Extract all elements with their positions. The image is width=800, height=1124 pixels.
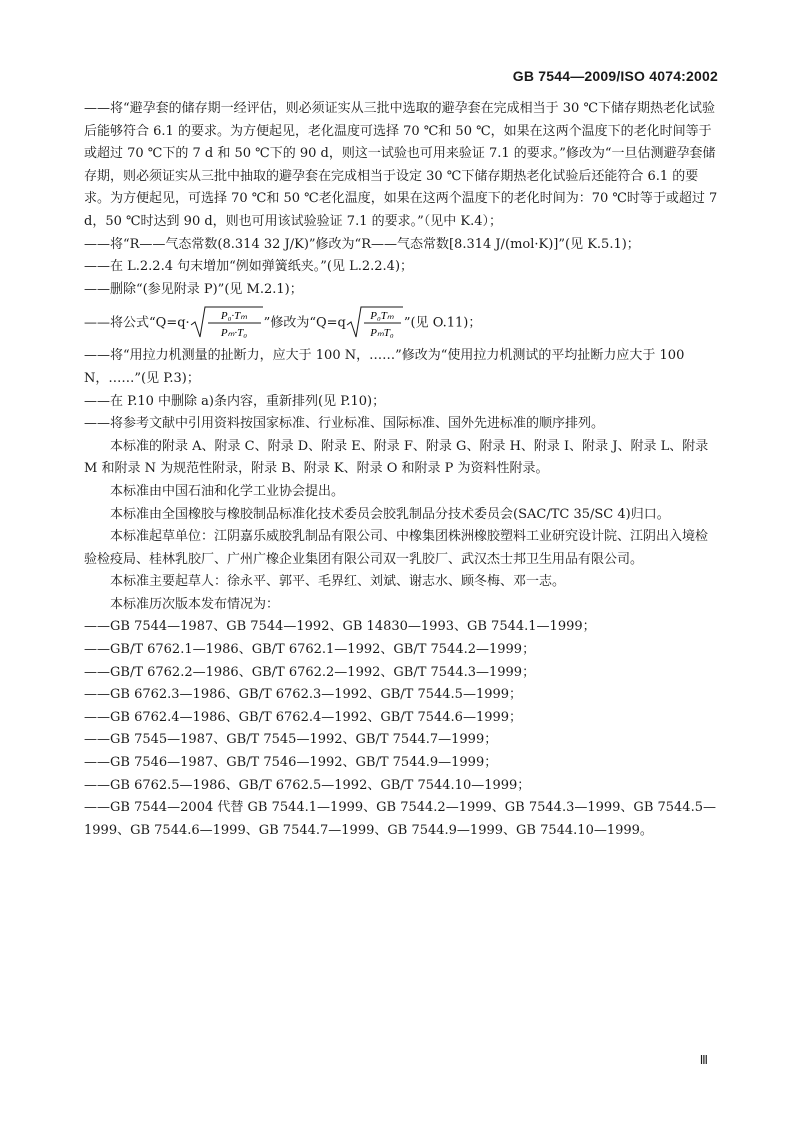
committee-paragraph: 本标准由全国橡胶与橡胶制品标准化技术委员会胶乳制品分技术委员会(SAC/TC 35/SC 4)归口。: [110, 506, 670, 522]
formula-new-sqrt: [346, 305, 404, 341]
change-item: ——将参考文献中引用资料按国家标准、行业标准、国际标准、国外先进标准的顺序排列。: [84, 416, 605, 432]
formula-change-item: [84, 305, 720, 341]
history-item: ——GB 7544—1987、GB 7544—1992、GB 14830—1993、GB 7544.1—1999；: [84, 619, 596, 635]
drafters-paragraph: 本标准主要起草人：徐永平、郭平、毛界红、刘斌、谢志水、顾冬梅、邓一志。: [110, 574, 566, 590]
drafting-units-paragraph: 本标准起草单位：江阴嘉乐威胶乳制品有限公司、中橡集团株洲橡胶塑料工业研究设计院、江阴出入境检验检疫局、桂林乳胶厂、广州广橡企业集团有限公司双一乳胶厂、武汉杰士邦卫生用品有限公司。: [84, 529, 709, 567]
formula-old-sqrt: [190, 305, 264, 341]
formula-middle: ”修改为“: [263, 315, 316, 331]
change-item: ——删除“(参见附录 P)”(见 M.2.1)；: [84, 281, 303, 297]
history-item: ——GB 7545—1987、GB/T 7545—1992、GB/T 7544.7—1999；: [84, 732, 498, 748]
formula-old-denominator: Pₘ·T₀: [220, 327, 247, 340]
history-item: ——GB 7546—1987、GB/T 7546—1992、GB/T 7544.9—1999；: [84, 755, 498, 771]
formula-old-numerator: P₀·Tₘ: [220, 310, 247, 323]
history-item: ——GB/T 6762.1—1986、GB/T 6762.1—1992、GB/T 7544.2—1999；: [84, 642, 536, 658]
change-item: ——将“避孕套的储存期一经评估，则必须证实从三批中选取的避孕套在完成相当于 30 ℃下储存期热老化试验后能够符合 6.1 的要求。为方便起见，老化温度可选择 70 ℃和 50 ℃，如果在这两个温度下的老化时间等于或超过 70 ℃下的 7 d 和 50 ℃下的 90 d，则这一试验也可用来验证 7.1 的要求。”修改为“一旦估测避孕套储存期，则必须证实从三批中抽取的避孕套在完成相当于设定 30 ℃下储存期热老化试验后还能符合 6.1 的要求。为方便起见，可选择 70 ℃和 50 ℃老化温度，如果在这两个温度下的老化时间为：70 ℃时等于或超过 7 d，50 ℃时达到 90 d，则也可用该试验验证 7.1 的要求。”（见中 K.4）；: [84, 101, 718, 229]
history-item: ——GB 6762.3—1986、GB/T 6762.3—1992、GB/T 7544.5—1999；: [84, 687, 523, 703]
history-item: ——GB/T 6762.2—1986、GB/T 6762.2—1992、GB/T 7544.3—1999；: [84, 664, 536, 680]
history-item: ——GB 6762.5—1986、GB/T 6762.5—1992、GB/T 7544.10—1999；: [84, 777, 531, 793]
change-item: ——将“用拉力机测量的扯断力，应大于 100 N，……”修改为“使用拉力机测试的平均扯断力应大于 100 N，……”(见 P.3)；: [84, 348, 685, 386]
proposer-paragraph: 本标准由中国石油和化学工业协会提出。: [110, 483, 345, 499]
change-item: ——在 P.10 中删除 a)条内容，重新排列(见 P.10)；: [84, 393, 386, 409]
change-item: ——在 L.2.2.4 句末增加“例如弹簧纸夹。”(见 L.2.2.4)；: [84, 259, 414, 275]
formula-suffix: ”(见 O.11)；: [403, 315, 482, 331]
history-item: ——GB 7544—2004 代替 GB 7544.1—1999、GB 7544.2—1999、GB 7544.3—1999、GB 7544.5—1999、GB 7544.6—1999、GB 7544.7—1999、GB 7544.9—1999、GB 7544.10—1999。: [84, 800, 716, 838]
standard-header: GB 7544—2009/ISO 4074:2002: [512, 68, 718, 84]
formula-new-q: Q=q: [315, 315, 346, 331]
page-number: Ⅲ: [699, 1053, 708, 1067]
formula-old-q: Q=q·: [155, 315, 190, 331]
formula-prefix: ——将公式“: [84, 315, 156, 331]
history-item: ——GB 6762.4—1986、GB/T 6762.4—1992、GB/T 7544.6—1999；: [84, 709, 523, 725]
annex-paragraph: 本标准的附录 A、附录 C、附录 D、附录 E、附录 F、附录 G、附录 H、附录 I、附录 J、附录 L、附录 M 和附录 N 为规范性附录，附录 B、附录 K、附录 O 和附录 P 为资料性附录。: [84, 438, 709, 477]
foreword-body: [84, 98, 720, 842]
history-intro: 本标准历次版本发布情况为：: [110, 596, 280, 612]
formula-new-numerator: P₀Tₘ: [370, 310, 394, 323]
formula-new-denominator: PₘT₀: [370, 327, 394, 340]
change-item: ——将“R——气态常数(8.314 32 J/K)”修改为“R——气态常数[8.314 J/(mol·K)]”(见 K.5.1)；: [84, 236, 640, 252]
